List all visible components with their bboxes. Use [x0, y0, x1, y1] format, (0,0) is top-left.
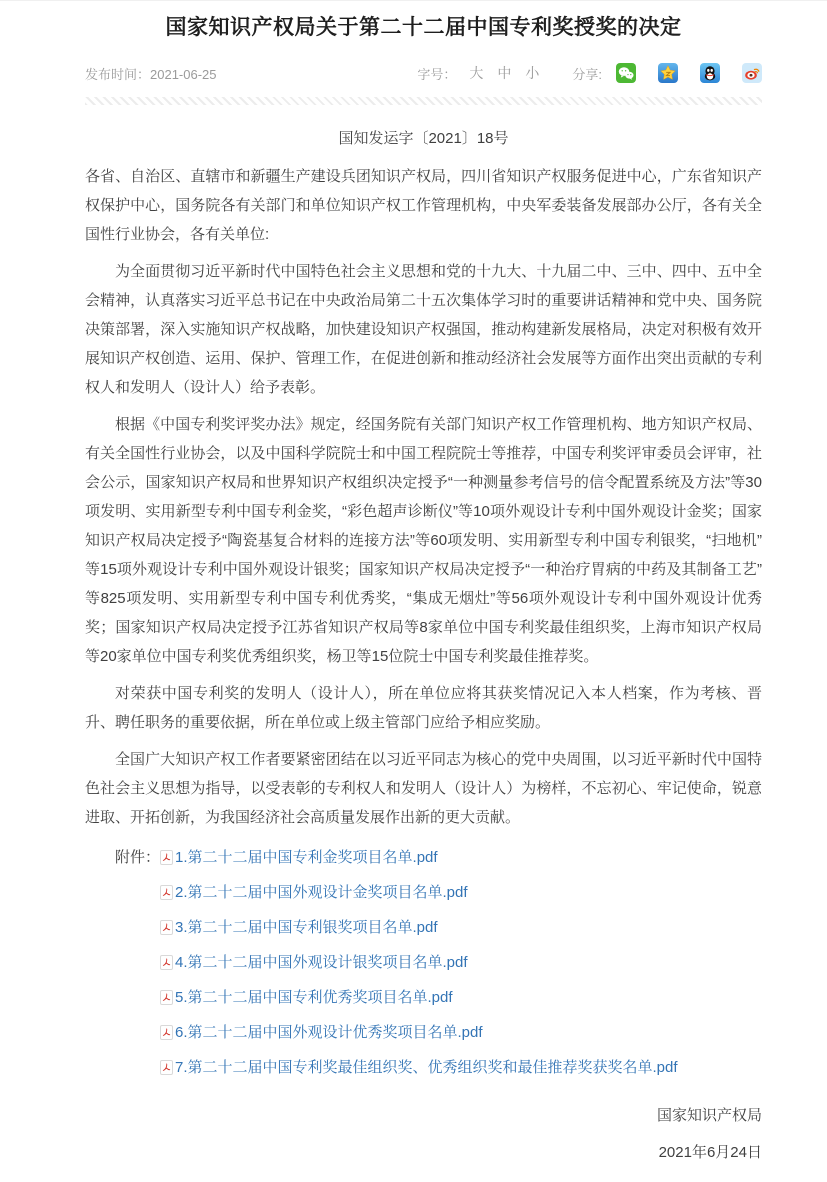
weibo-share-icon[interactable]	[742, 63, 762, 83]
attachments-section	[115, 848, 762, 1078]
pdf-file-icon	[160, 1060, 173, 1075]
attachment-link[interactable]: 6.第二十二届中国外观设计优秀奖项目名单.pdf	[175, 1024, 483, 1041]
attachment-link[interactable]: 4.第二十二届中国外观设计银奖项目名单.pdf	[175, 954, 468, 971]
attachment-link[interactable]: 5.第二十二届中国专利优秀奖项目名单.pdf	[175, 989, 453, 1006]
article-page	[0, 1, 827, 1182]
paragraph-records: 对荣获中国专利奖的发明人（设计人），所在单位应将其获奖情况记入本人档案，作为考核、晋升、聘任职务的重要依据，所在单位或上级主管部门应给予相应奖励。	[85, 685, 762, 731]
font-size-large[interactable]: 大	[469, 65, 484, 81]
signature-block	[85, 1104, 762, 1162]
pdf-file-icon	[160, 1025, 173, 1040]
attachment-row	[115, 848, 762, 868]
doc-number: 国知发运字〔2021〕18号	[338, 130, 509, 147]
attachment-link[interactable]: 7.第二十二届中国专利奖最佳组织奖、优秀组织奖和最佳推荐奖获奖名单.pdf	[175, 1059, 678, 1076]
share-label: 分享:	[572, 66, 602, 82]
page-title: 国家知识产权局关于第二十二届中国专利奖授奖的决定	[165, 16, 682, 39]
attachment-row	[115, 953, 762, 973]
hatched-divider	[85, 97, 762, 105]
font-size-label: 字号：	[417, 66, 457, 82]
signature-org: 国家知识产权局	[656, 1107, 762, 1124]
doc-body	[85, 162, 762, 832]
qzone-share-icon[interactable]	[658, 63, 678, 83]
paragraph-closing: 全国广大知识产权工作者要紧密团结在以习近平同志为核心的党中央周围，以习近平新时代中国特色社会主义思想为指导，以受表彰的专利权人和发明人（设计人）为榜样，不忘初心、牢记使命，锐意进取、开拓创新，为我国经济社会高质量发展作出新的更大贡献。	[85, 751, 762, 826]
pdf-file-icon	[160, 990, 173, 1005]
attachment-row	[115, 988, 762, 1008]
attachment-row	[115, 883, 762, 903]
publish-time: 发布时间：2021-06-25	[85, 66, 217, 82]
font-size-small[interactable]: 小	[525, 65, 540, 81]
attachment-row	[115, 918, 762, 938]
attachment-link[interactable]: 1.第二十二届中国专利金奖项目名单.pdf	[175, 849, 438, 866]
meta-bar	[85, 63, 762, 83]
attachment-row	[115, 1023, 762, 1043]
pdf-file-icon	[160, 920, 173, 935]
paragraph-recipients: 各省、自治区、直辖市和新疆生产建设兵团知识产权局，四川省知识产权服务促进中心，广东省知识产权保护中心，国务院各有关部门和单位知识产权工作管理机构，中央军委装备发展部办公厅，各有关全国性行业协会，各有关单位:	[85, 168, 762, 243]
pdf-file-icon	[160, 955, 173, 970]
attachments-label: 附件：	[115, 849, 161, 866]
pdf-file-icon	[160, 885, 173, 900]
wechat-share-icon[interactable]	[616, 63, 636, 83]
pdf-file-icon	[160, 850, 173, 865]
signature-date: 2021年6月24日	[658, 1144, 762, 1161]
attachment-link[interactable]: 2.第二十二届中国外观设计金奖项目名单.pdf	[175, 884, 468, 901]
font-size-medium[interactable]: 中	[497, 65, 512, 81]
attachment-row	[115, 1058, 762, 1078]
paragraph-awards: 根据《中国专利奖评奖办法》规定，经国务院有关部门知识产权工作管理机构、地方知识产权局、有关全国性行业协会，以及中国科学院院士和中国工程院院士等推荐，中国专利奖评审委员会评审，社会公示，国家知识产权局和世界知识产权组织决定授予“一种测量参考信号的信令配置系统及方法”等30项发明、实用新型专利中国专利金奖，“彩色超声诊断仪”等10项外观设计专利中国外观设计金奖；国家知识产权局决定授予“陶瓷基复合材料的连接方法”等60项发明、实用新型专利中国专利银奖，“扫地机”等15项外观设计专利中国外观设计银奖；国家知识产权局决定授予“一种治疗胃病的中药及其制备工艺”等825项发明、实用新型专利中国专利优秀奖，“集成无烟灶”等56项外观设计专利中国外观设计优秀奖；国家知识产权局决定授予江苏省知识产权局等8家单位中国专利奖最佳组织奖，上海市知识产权局等20家单位中国专利奖优秀组织奖，杨卫等15位院士中国专利奖最佳推荐奖。	[85, 416, 762, 665]
qq-share-icon[interactable]	[700, 63, 720, 83]
attachment-link[interactable]: 3.第二十二届中国专利银奖项目名单.pdf	[175, 919, 438, 936]
paragraph-purpose: 为全面贯彻习近平新时代中国特色社会主义思想和党的十九大、十九届二中、三中、四中、五中全会精神，认真落实习近平总书记在中央政治局第二十五次集体学习时的重要讲话精神和党中央、国务院决策部署，深入实施知识产权战略，加快建设知识产权强国，推动构建新发展格局，决定对积极有效开展知识产权创造、运用、保护、管理工作，在促进创新和推动经济社会发展等方面作出突出贡献的专利权人和发明人（设计人）给予表彰。	[85, 263, 762, 396]
